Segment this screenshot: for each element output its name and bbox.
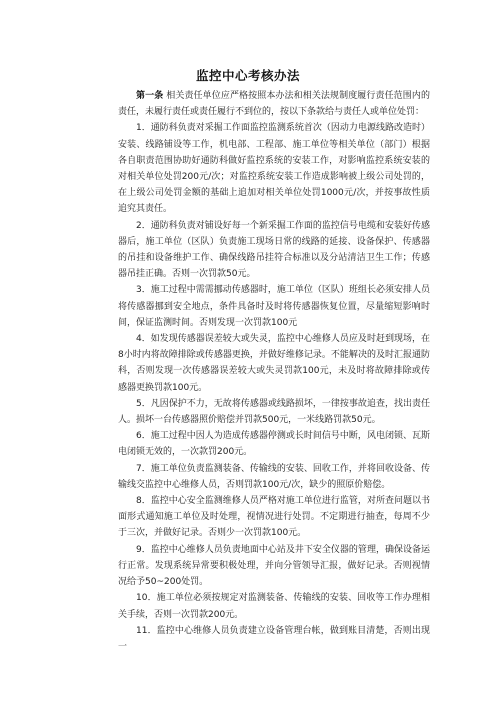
document-body (118, 88, 430, 655)
clause-5: 5．凡因保护不力，无故将传感器或线路损坏，一律按事故追查，找出责任人。损坏一台传感器照价赔偿并罚款500元，一米线路罚款50元。 (118, 398, 430, 426)
clause-2: 2．通防科负责对铺设好每一个新采掘工作面的监控信号电缆和安装好传感器后，施工单位（区队）负责施工现场日常的线路的延接、设备保护、传感器的吊挂和设备维护工作、确保线路吊挂符合标准以及分站清洁卫生工作；传感器吊挂正确。否则一次罚款50元。 (118, 220, 430, 280)
clause-3: 3．施工过程中需需挪动传感器时，施工单位（区队）班组长必须安排人员将传感器挪到安全地点，条件具备时及时将传感器恢复位置，尽量缩短影响时间，保证监测时间。否则发现一次罚款100元 (118, 285, 430, 328)
intro-paragraph (118, 88, 430, 120)
chapter-label: 第一条 (136, 91, 164, 101)
clause-11: 11．监控中心维修人员负责建立设备管理台帐，做到账目清楚，否则出现一 (118, 625, 430, 652)
clause-6: 6．施工过程中因人为造成传感器停测或长时间信号中断，风电闭锁、瓦斯电闭锁无效的，一次款罚200元。 (118, 431, 430, 458)
clause-9: 9．监控中心维修人员负责地面中心站及井下安全仪器的管理，确保设备运行正常。发现系统异常要积极处理，并向分管领导汇报，做好记录。否则视情况给予50~200处罚。 (118, 544, 430, 588)
clause-4: 4．如发现传感器误差较大或失灵，监控中心维修人员应及时赶到现场，在8小时内将故障排除或传感器更换，并做好维修记录。不能解决的及时汇报通防科，否则发现一次传感器误差较大或失灵罚款100元，未及时将故障排除或传感器更换罚款100元。 (118, 334, 430, 393)
clause-7: 7．施工单位负责监测装备、传输线的安装、回收工作，并将回收设备、传输线交监控中心维修人员，否则罚款100元/次，缺少的照原价赔偿。 (118, 463, 430, 490)
clause-10: 10．施工单位必须按规定对监测装备、传输线的安装、回收等工作办理相关手续，否则一次罚款200元。 (118, 593, 430, 620)
document-title: 监控中心考核办法 (195, 68, 300, 83)
clause-1: 1．通防科负责对采掘工作面监控监测系统首次（因动力电源线路改造时）安装、线路铺设等工作，机电部、工程部、施工单位等相关单位（部门）根据各自职责范围协助好通防科做好监控系统的安装工作，对影响监控系统安装的对相关单位处罚200元/次；对监控系统安装工作造成影响被上级公司处罚的，在上级公司处罚金额的基础上追加对相关单位处罚1000元/次，并按事故性质追究其责任。 (118, 123, 430, 215)
intro-text: 相关责任单位应严格按照本办法和相关法规制度履行责任范围内的责任，未履行责任或责任履行不到位的，按以下条款给与责任人或单位处罚： (118, 91, 430, 118)
clause-8: 8．监控中心安全监测维修人员严格对施工单位进行监管，对所查问题以书面形式通知施工单位及时处理，视情况进行处罚。不定期进行抽查，每周不少于三次，并做好记录。否则少一次罚款100元。 (118, 496, 430, 539)
